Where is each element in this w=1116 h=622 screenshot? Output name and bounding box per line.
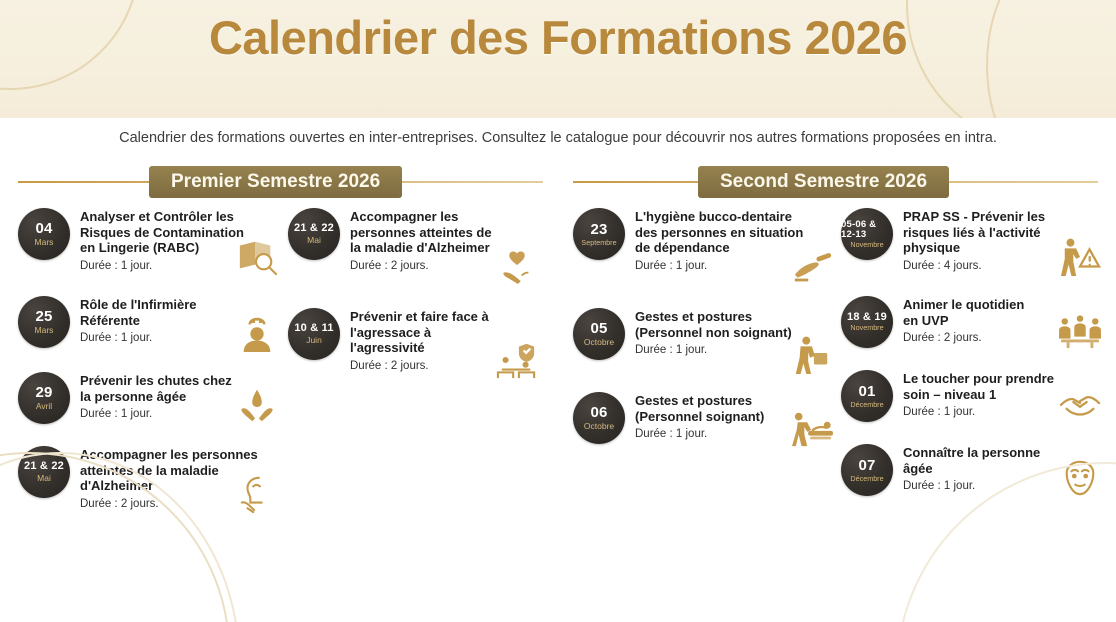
- date-day: 29: [35, 384, 53, 402]
- date-month: Décembre: [850, 473, 884, 483]
- header-band: [0, 0, 1116, 118]
- training-duration: Durée : 2 jours.: [350, 359, 429, 372]
- training-title: Le toucher pour prendre soin – niveau 1: [903, 371, 1054, 402]
- date-day: 18 & 19: [847, 310, 887, 323]
- date-day: 21 & 22: [24, 460, 64, 473]
- date-badge: [841, 208, 893, 260]
- training-title: L'hygiène bucco-dentaire des personnes en situation de dépendance: [635, 209, 804, 256]
- date-badge: [573, 392, 625, 444]
- date-month: Novembre: [850, 239, 884, 249]
- nurse-icon: [234, 312, 280, 352]
- training-duration: Durée : 2 jours.: [903, 332, 982, 345]
- semester-label-1: Premier Semestre 2026: [149, 166, 402, 198]
- semester-heading-1: [18, 166, 543, 198]
- training-title: Animer le quotidien en UVP: [903, 297, 1025, 328]
- list-item: [18, 294, 280, 354]
- lifting-box-icon: [789, 334, 835, 374]
- group-activity-icon: [1057, 310, 1103, 350]
- training-duration: Durée : 1 jour.: [635, 428, 708, 441]
- training-title: Rôle de l'Infirmière Référente: [80, 297, 197, 328]
- date-badge: [288, 308, 340, 360]
- date-badge: [841, 370, 893, 422]
- date-badge: [841, 444, 893, 496]
- date-badge: [573, 308, 625, 360]
- training-duration: Durée : 4 jours.: [903, 259, 982, 272]
- training-title: Prévenir et faire face à l'agressace à l'agressivité: [350, 309, 489, 356]
- date-month: Novembre: [850, 323, 884, 333]
- date-day: 01: [858, 382, 876, 400]
- training-title: Gestes et postures (Personnel non soignant): [635, 309, 792, 340]
- date-month: Mai: [37, 472, 51, 483]
- date-day: 05-06 & 12-13: [841, 218, 877, 240]
- semester-label-2: Second Semestre 2026: [698, 166, 949, 198]
- training-title: Accompagner les personnes atteintes de la maladie d'Alzheimer: [80, 447, 258, 494]
- training-title: Connaître la personne âgée: [903, 445, 1041, 476]
- training-duration: Durée : 1 jour.: [903, 406, 976, 419]
- date-month: Mars: [34, 236, 54, 247]
- column-second-semester-left: [573, 206, 835, 450]
- date-month: Octobre: [583, 420, 615, 431]
- list-item: [18, 206, 280, 278]
- semester-heading-2: [573, 166, 1098, 198]
- list-item: [288, 306, 540, 382]
- date-day: 21 & 22: [294, 222, 334, 235]
- column-first-semester-right: [288, 206, 540, 382]
- date-month: Mars: [34, 324, 54, 335]
- training-duration: Durée : 1 jour.: [635, 344, 708, 357]
- list-item: [573, 306, 835, 376]
- date-day: 04: [35, 220, 53, 238]
- patient-transfer-icon: [789, 408, 835, 448]
- training-duration: Durée : 1 jour.: [635, 259, 708, 272]
- training-duration: Durée : 2 jours.: [80, 497, 159, 510]
- toothbrush-icon: [789, 250, 835, 290]
- date-day: 23: [590, 220, 608, 238]
- training-duration: Durée : 2 jours.: [350, 259, 429, 272]
- date-month: Juin: [306, 334, 322, 345]
- date-badge: [18, 296, 70, 348]
- handshake-icon: [1057, 384, 1103, 424]
- book-magnifier-icon: [234, 236, 280, 276]
- date-badge: [841, 296, 893, 348]
- date-day: 07: [858, 456, 876, 474]
- date-day: 06: [590, 404, 608, 422]
- head-hand-icon: [234, 474, 280, 514]
- shield-meeting-icon: [494, 340, 540, 380]
- column-second-semester-right: [841, 206, 1103, 500]
- date-month: Septembre: [581, 237, 617, 247]
- training-title: Analyser et Contrôler les Risques de Contamination en Lingerie (RABC): [80, 209, 244, 256]
- list-item: [841, 368, 1103, 426]
- date-badge: [18, 372, 70, 424]
- date-day: 25: [35, 308, 53, 326]
- list-item: [841, 206, 1103, 278]
- date-day: 05: [590, 320, 608, 338]
- training-duration: Durée : 1 jour.: [80, 332, 153, 345]
- training-title: Prévenir les chutes chez la personne âgée: [80, 373, 232, 404]
- date-badge: [18, 208, 70, 260]
- date-badge: [573, 208, 625, 260]
- training-duration: Durée : 1 jour.: [80, 408, 153, 421]
- list-item: [18, 370, 280, 428]
- worker-warning-icon: [1057, 236, 1103, 276]
- date-month: Mai: [307, 234, 321, 245]
- list-item: [573, 390, 835, 450]
- page-title: Calendrier des Formations 2026: [208, 11, 908, 64]
- date-badge: [288, 208, 340, 260]
- training-title: Gestes et postures (Personnel soignant): [635, 393, 765, 424]
- date-month: Décembre: [850, 399, 884, 409]
- training-title: PRAP SS - Prévenir les risques liés à l'activité physique: [903, 209, 1046, 256]
- training-duration: Durée : 1 jour.: [80, 259, 153, 272]
- date-month: Octobre: [583, 336, 615, 347]
- list-item: [841, 294, 1103, 352]
- date-month: Avril: [35, 400, 53, 411]
- list-item: [288, 206, 540, 286]
- intro-text: Calendrier des formations ouvertes en inter-entreprises. Consultez le catalogue pour découvrir nos autres formations proposées en intra.: [119, 130, 997, 146]
- hand-heart-icon: [494, 244, 540, 284]
- hands-support-icon: [234, 386, 280, 426]
- training-duration: Durée : 1 jour.: [903, 480, 976, 493]
- date-day: 10 & 11: [294, 322, 334, 335]
- training-title: Accompagner les personnes atteintes de la maladie d'Alzheimer: [350, 209, 492, 256]
- list-item: [573, 206, 835, 292]
